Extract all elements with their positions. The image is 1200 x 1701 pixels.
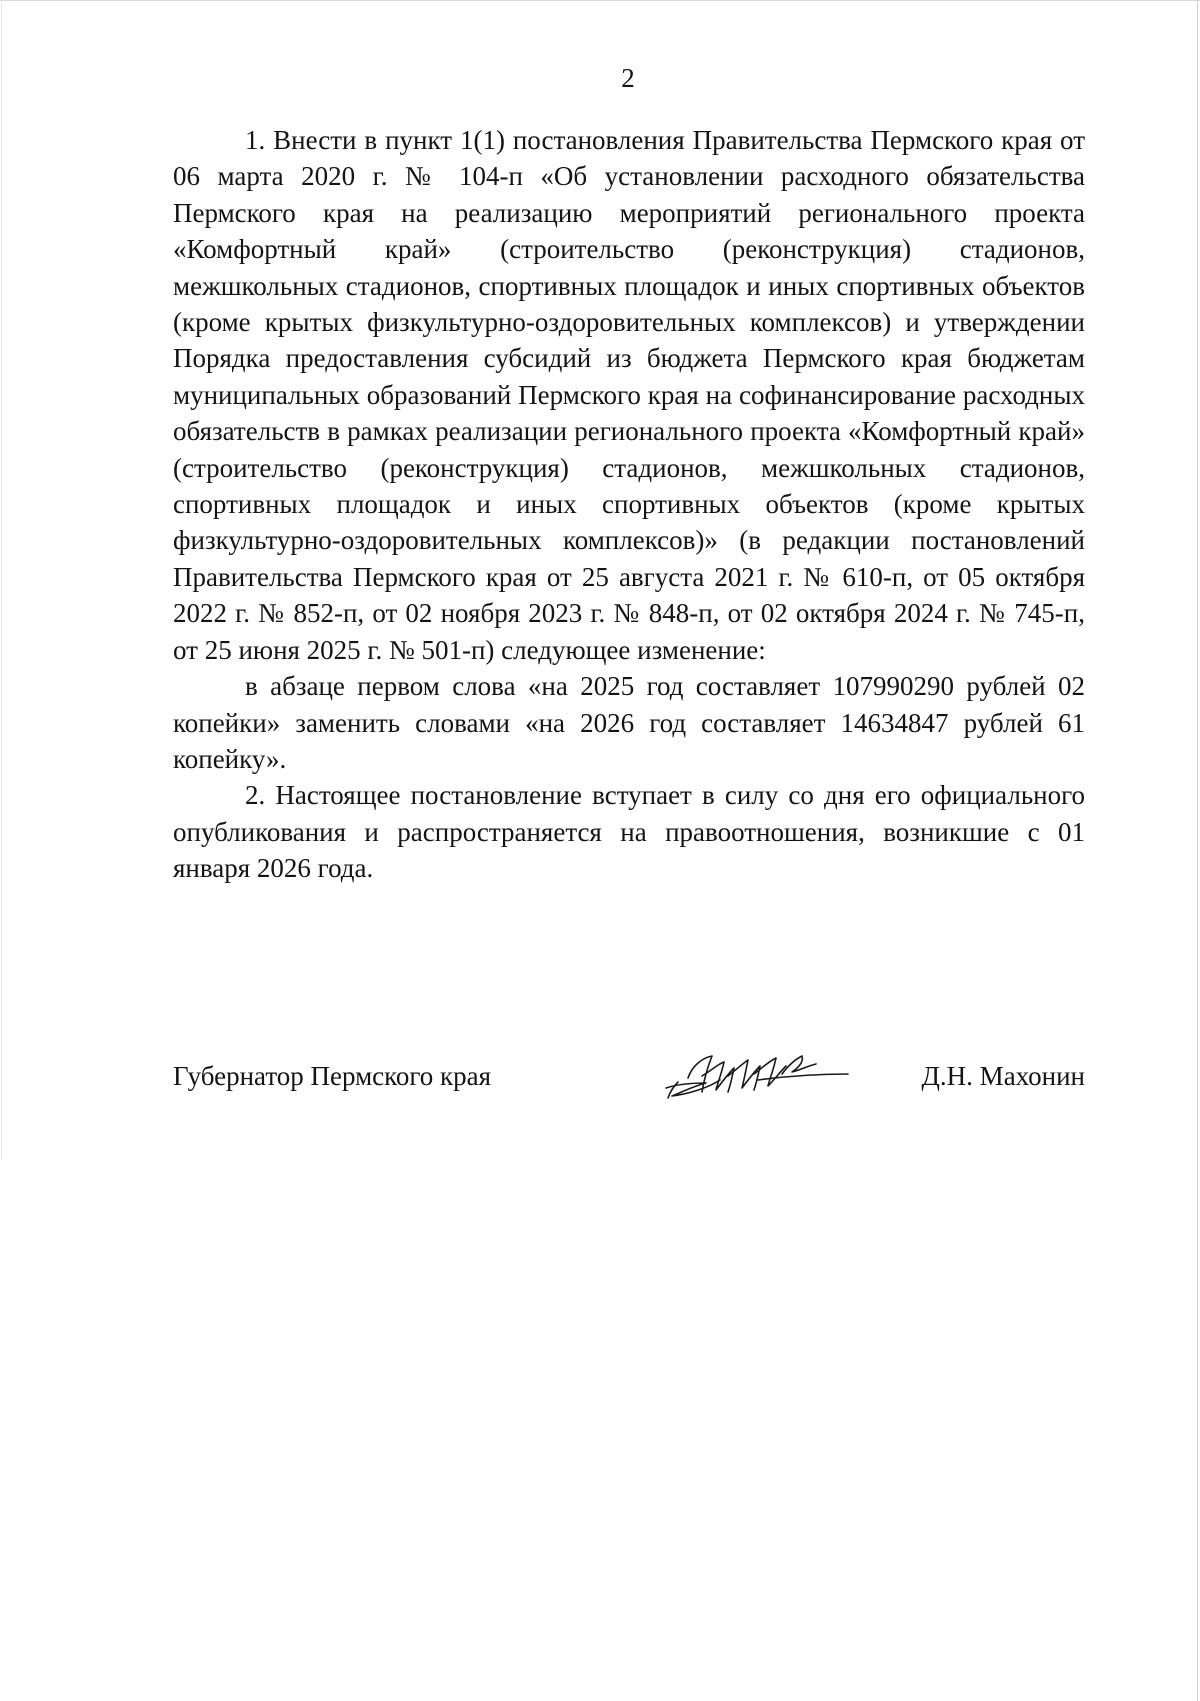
scan-edge-right — [1197, 0, 1198, 1701]
handwritten-signature — [658, 1036, 858, 1116]
signature-block — [173, 1058, 1085, 1148]
document-body — [173, 122, 1085, 887]
paragraph-amendment: 1. Внести в пункт 1(1) постановления Правительства Пермского края от 06 марта 2020 г. № 104-п «Об установлении расходного обязательства Пермского края на реализацию мероприятий регионального проекта «Комфортный край» (строительство (реконструкция) стадионов, межшкольных стадионов, спортивных площадок и иных спортивных объектов (кроме крытых физкультурно-оздоровительных комплексов) и утверждении Порядка предоставления субсидий из бюджета Пермского края бюджетам муниципальных образований Пермского края на софинансирование расходных обязательств в рамках реализации регионального проекта «Комфортный край» (строительство (реконструкция) стадионов, межшкольных стадионов, спортивных площадок и иных спортивных объектов (кроме крытых физкультурно-оздоровительных комплексов)» (в редакции постановлений Правительства Пермского края от 25 августа 2021 г. № 610-п, от 05 октября 2022 г. № 852-п, от 02 ноября 2023 г. № 848-п, от 02 октября 2024 г. № 745-п, от 25 июня 2025 г. № 501-п) следующее изменение: — [173, 125, 1085, 665]
paragraph-entry-into-force: 2. Настоящее постановление вступает в силу со дня его официального опубликования и распространяется на правоотношения, возникшие с 01 января 2026 года. — [173, 780, 1085, 884]
signatory-name: Д.Н. Махонин — [921, 1061, 1085, 1091]
page-number: 2 — [621, 63, 635, 93]
scan-edge-top — [0, 0, 1200, 1]
paragraph-change-wording: в абзаце первом слова «на 2025 год составляет 107990290 рублей 02 копейки» заменить словами «на 2026 год составляет 14634847 рублей 61 копейку». — [173, 671, 1085, 774]
signatory-position: Губернатор Пермского края — [173, 1061, 492, 1091]
scan-edge-left — [1, 0, 2, 1160]
